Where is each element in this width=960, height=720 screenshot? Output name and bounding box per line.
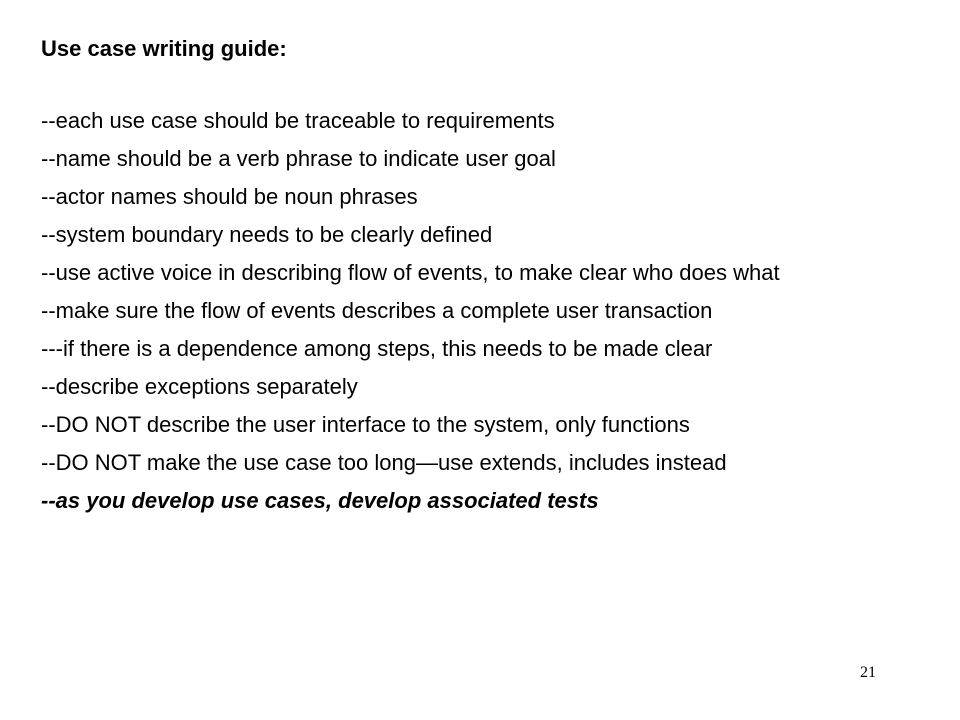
- guideline-item: --DO NOT make the use case too long—use extends, includes instead: [41, 450, 727, 475]
- guideline-list: [41, 108, 901, 526]
- guideline-item: --actor names should be noun phrases: [41, 184, 418, 209]
- guideline-item: --name should be a verb phrase to indicate user goal: [41, 146, 556, 171]
- slide-title: Use case writing guide:: [41, 36, 287, 61]
- guideline-item: --describe exceptions separately: [41, 374, 358, 399]
- guideline-item: --each use case should be traceable to requirements: [41, 108, 555, 133]
- guideline-item: --use active voice in describing flow of events, to make clear who does what: [41, 260, 780, 285]
- guideline-item: --system boundary needs to be clearly defined: [41, 222, 493, 247]
- guideline-item: --make sure the flow of events describes a complete user transaction: [41, 298, 713, 323]
- guideline-item: --DO NOT describe the user interface to the system, only functions: [41, 412, 690, 437]
- page-number: 21: [860, 664, 876, 681]
- guideline-item: ---if there is a dependence among steps, this needs to be made clear: [41, 336, 713, 361]
- guideline-item-emphasis: --as you develop use cases, develop associated tests: [41, 488, 599, 513]
